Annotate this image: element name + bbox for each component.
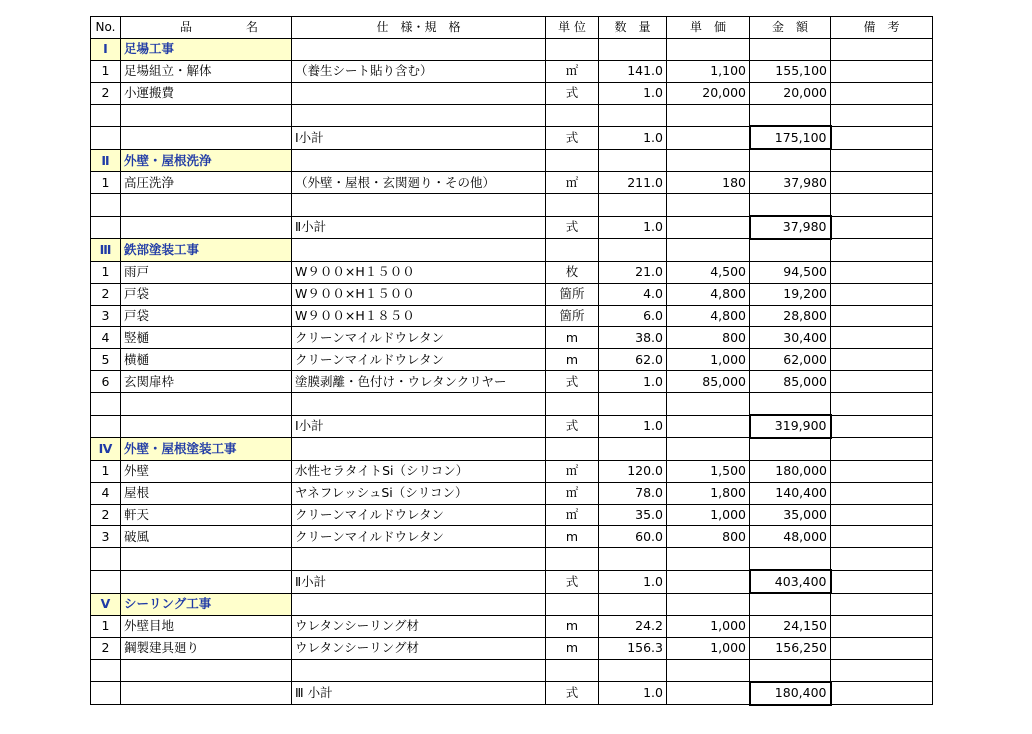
item-number: 4 — [91, 482, 121, 504]
table-row — [91, 305, 933, 327]
item-qty: 21.0 — [599, 261, 667, 283]
empty-cell — [599, 38, 667, 60]
empty-cell — [91, 104, 121, 126]
item-name: 外壁目地 — [121, 616, 292, 638]
empty-cell — [292, 38, 546, 60]
item-qty: 6.0 — [599, 305, 667, 327]
header-name-left: 品 — [180, 20, 193, 35]
item-unit: m — [546, 327, 599, 349]
empty-cell — [91, 415, 121, 438]
section-title: 鉄部塗装工事 — [121, 239, 292, 261]
item-price: 85,000 — [667, 371, 750, 393]
empty-cell — [546, 659, 599, 681]
table-row — [91, 172, 933, 194]
empty-cell — [121, 682, 292, 705]
subtotal-unit: 式 — [546, 415, 599, 438]
item-price: 180 — [667, 172, 750, 194]
item-number: 1 — [91, 460, 121, 482]
empty-cell — [667, 593, 750, 615]
header-name — [121, 17, 292, 39]
item-spec: クリーンマイルドウレタン — [292, 504, 546, 526]
item-amount: 156,250 — [750, 637, 831, 659]
subtotal-label: Ⅰ小計 — [292, 126, 546, 149]
item-spec: W９００×H１５００ — [292, 261, 546, 283]
item-amount: 140,400 — [750, 482, 831, 504]
empty-cell — [750, 239, 831, 261]
section-title: 外壁・屋根洗浄 — [121, 149, 292, 171]
table-row — [91, 504, 933, 526]
section-number: Ⅲ — [91, 239, 121, 261]
item-unit: m — [546, 616, 599, 638]
item-price: 1,500 — [667, 460, 750, 482]
section-row — [91, 149, 933, 171]
table-row — [91, 460, 933, 482]
empty-cell — [599, 548, 667, 570]
section-number: Ⅳ — [91, 438, 121, 460]
empty-cell — [546, 438, 599, 460]
table-row — [91, 327, 933, 349]
section-title: 足場工事 — [121, 38, 292, 60]
empty-cell — [667, 682, 750, 705]
subtotal-amount: 319,900 — [750, 415, 831, 438]
item-qty: 60.0 — [599, 526, 667, 548]
item-number: 2 — [91, 283, 121, 305]
item-amount: 94,500 — [750, 261, 831, 283]
empty-cell — [121, 659, 292, 681]
empty-cell — [599, 593, 667, 615]
empty-cell — [750, 104, 831, 126]
table-row — [91, 371, 933, 393]
header-name-right: 名 — [245, 20, 258, 35]
estimate-table-body — [91, 17, 933, 705]
table-row — [91, 283, 933, 305]
empty-cell — [831, 593, 933, 615]
header-spec: 仕 様・規 格 — [292, 17, 546, 39]
subtotal-row — [91, 682, 933, 705]
item-amount: 28,800 — [750, 305, 831, 327]
empty-cell — [831, 415, 933, 438]
item-unit: ㎡ — [546, 460, 599, 482]
empty-cell — [599, 194, 667, 216]
empty-cell — [831, 216, 933, 239]
item-qty: 1.0 — [599, 371, 667, 393]
empty-cell — [750, 659, 831, 681]
item-name: 小運搬費 — [121, 82, 292, 104]
section-title: シーリング工事 — [121, 593, 292, 615]
item-qty: 24.2 — [599, 616, 667, 638]
empty-cell — [546, 593, 599, 615]
empty-cell — [599, 104, 667, 126]
empty-cell — [292, 548, 546, 570]
empty-cell — [667, 104, 750, 126]
empty-cell — [121, 393, 292, 415]
section-number: Ⅴ — [91, 593, 121, 615]
item-amount: 85,000 — [750, 371, 831, 393]
table-row — [91, 526, 933, 548]
table-row — [91, 349, 933, 371]
item-spec: クリーンマイルドウレタン — [292, 349, 546, 371]
item-spec — [292, 82, 546, 104]
empty-cell — [831, 659, 933, 681]
empty-cell — [292, 593, 546, 615]
empty-cell — [546, 393, 599, 415]
item-price: 1,000 — [667, 616, 750, 638]
empty-cell — [121, 548, 292, 570]
empty-cell — [750, 194, 831, 216]
item-spec: クリーンマイルドウレタン — [292, 526, 546, 548]
subtotal-row — [91, 570, 933, 593]
item-unit: m — [546, 349, 599, 371]
subtotal-unit: 式 — [546, 682, 599, 705]
blank-row — [91, 659, 933, 681]
item-qty: 211.0 — [599, 172, 667, 194]
empty-cell — [599, 393, 667, 415]
item-qty: 156.3 — [599, 637, 667, 659]
header-unit: 単 位 — [546, 17, 599, 39]
subtotal-amount: 180,400 — [750, 682, 831, 705]
empty-cell — [831, 239, 933, 261]
empty-cell — [91, 682, 121, 705]
item-name: 戸袋 — [121, 305, 292, 327]
subtotal-unit: 式 — [546, 126, 599, 149]
empty-cell — [599, 149, 667, 171]
item-number: 2 — [91, 82, 121, 104]
empty-cell — [667, 126, 750, 149]
table-row — [91, 482, 933, 504]
item-amount: 180,000 — [750, 460, 831, 482]
item-remarks — [831, 82, 933, 104]
item-number: 2 — [91, 637, 121, 659]
empty-cell — [292, 659, 546, 681]
item-name: 玄関扉枠 — [121, 371, 292, 393]
empty-cell — [121, 104, 292, 126]
item-remarks — [831, 460, 933, 482]
empty-cell — [667, 38, 750, 60]
table-row — [91, 637, 933, 659]
empty-cell — [831, 104, 933, 126]
header-row — [91, 17, 933, 39]
item-remarks — [831, 261, 933, 283]
item-spec: ヤネフレッシュSi（シリコン） — [292, 482, 546, 504]
item-qty: 62.0 — [599, 349, 667, 371]
empty-cell — [292, 438, 546, 460]
item-price: 4,800 — [667, 283, 750, 305]
subtotal-amount: 403,400 — [750, 570, 831, 593]
subtotal-label: Ⅲ 小計 — [292, 682, 546, 705]
item-number: 5 — [91, 349, 121, 371]
empty-cell — [91, 570, 121, 593]
empty-cell — [121, 126, 292, 149]
empty-cell — [292, 149, 546, 171]
subtotal-amount: 37,980 — [750, 216, 831, 239]
item-spec: ウレタンシーリング材 — [292, 616, 546, 638]
item-unit: 箇所 — [546, 283, 599, 305]
empty-cell — [121, 216, 292, 239]
header-qty: 数 量 — [599, 17, 667, 39]
section-row — [91, 593, 933, 615]
item-name: 戸袋 — [121, 283, 292, 305]
item-remarks — [831, 327, 933, 349]
header-amount: 金 額 — [750, 17, 831, 39]
item-amount: 24,150 — [750, 616, 831, 638]
empty-cell — [750, 393, 831, 415]
section-row — [91, 38, 933, 60]
item-spec: クリーンマイルドウレタン — [292, 327, 546, 349]
empty-cell — [750, 149, 831, 171]
item-spec: ウレタンシーリング材 — [292, 637, 546, 659]
item-price: 20,000 — [667, 82, 750, 104]
table-row — [91, 60, 933, 82]
item-unit: ㎡ — [546, 504, 599, 526]
empty-cell — [546, 239, 599, 261]
item-number: 1 — [91, 616, 121, 638]
empty-cell — [121, 570, 292, 593]
item-number: 6 — [91, 371, 121, 393]
subtotal-row — [91, 126, 933, 149]
item-qty: 78.0 — [599, 482, 667, 504]
empty-cell — [667, 149, 750, 171]
item-price: 800 — [667, 526, 750, 548]
item-qty: 35.0 — [599, 504, 667, 526]
item-price: 4,500 — [667, 261, 750, 283]
subtotal-label: Ⅱ小計 — [292, 216, 546, 239]
empty-cell — [750, 438, 831, 460]
item-amount: 19,200 — [750, 283, 831, 305]
empty-cell — [292, 239, 546, 261]
empty-cell — [667, 548, 750, 570]
subtotal-qty: 1.0 — [599, 570, 667, 593]
item-number: 1 — [91, 172, 121, 194]
empty-cell — [546, 149, 599, 171]
empty-cell — [831, 393, 933, 415]
empty-cell — [750, 548, 831, 570]
item-remarks — [831, 371, 933, 393]
empty-cell — [91, 393, 121, 415]
item-amount: 155,100 — [750, 60, 831, 82]
item-name: 雨戸 — [121, 261, 292, 283]
item-unit: ㎡ — [546, 482, 599, 504]
subtotal-label: Ⅱ小計 — [292, 570, 546, 593]
empty-cell — [292, 104, 546, 126]
item-remarks — [831, 616, 933, 638]
item-unit: 式 — [546, 82, 599, 104]
item-spec: （外壁・屋根・玄関廻り・その他） — [292, 172, 546, 194]
empty-cell — [91, 216, 121, 239]
item-number: 2 — [91, 504, 121, 526]
subtotal-unit: 式 — [546, 570, 599, 593]
item-price: 1,000 — [667, 349, 750, 371]
item-unit: m — [546, 526, 599, 548]
item-qty: 141.0 — [599, 60, 667, 82]
empty-cell — [292, 393, 546, 415]
item-remarks — [831, 283, 933, 305]
item-name: 屋根 — [121, 482, 292, 504]
item-number: 4 — [91, 327, 121, 349]
item-name: 外壁 — [121, 460, 292, 482]
empty-cell — [667, 415, 750, 438]
item-price: 1,800 — [667, 482, 750, 504]
item-unit: ㎡ — [546, 172, 599, 194]
empty-cell — [750, 38, 831, 60]
item-remarks — [831, 305, 933, 327]
item-amount: 35,000 — [750, 504, 831, 526]
item-name: 鋼製建具廻り — [121, 637, 292, 659]
empty-cell — [292, 194, 546, 216]
empty-cell — [831, 149, 933, 171]
section-number: Ⅱ — [91, 149, 121, 171]
subtotal-row — [91, 216, 933, 239]
item-name: 足場組立・解体 — [121, 60, 292, 82]
blank-row — [91, 548, 933, 570]
subtotal-amount: 175,100 — [750, 126, 831, 149]
item-name: 高圧洗浄 — [121, 172, 292, 194]
section-row — [91, 239, 933, 261]
item-unit: 箇所 — [546, 305, 599, 327]
item-qty: 4.0 — [599, 283, 667, 305]
item-amount: 30,400 — [750, 327, 831, 349]
blank-row — [91, 104, 933, 126]
empty-cell — [831, 38, 933, 60]
item-unit: ㎡ — [546, 60, 599, 82]
item-remarks — [831, 172, 933, 194]
blank-row — [91, 393, 933, 415]
empty-cell — [831, 126, 933, 149]
item-amount: 62,000 — [750, 349, 831, 371]
empty-cell — [831, 194, 933, 216]
item-amount: 20,000 — [750, 82, 831, 104]
empty-cell — [599, 239, 667, 261]
subtotal-qty: 1.0 — [599, 216, 667, 239]
empty-cell — [546, 104, 599, 126]
item-unit: 式 — [546, 371, 599, 393]
item-remarks — [831, 60, 933, 82]
item-spec: W９００×H１８５０ — [292, 305, 546, 327]
item-spec: W９００×H１５００ — [292, 283, 546, 305]
subtotal-qty: 1.0 — [599, 415, 667, 438]
subtotal-row — [91, 415, 933, 438]
item-name: 破風 — [121, 526, 292, 548]
empty-cell — [667, 570, 750, 593]
item-name: 竪樋 — [121, 327, 292, 349]
empty-cell — [121, 415, 292, 438]
empty-cell — [546, 548, 599, 570]
empty-cell — [667, 239, 750, 261]
item-number: 1 — [91, 261, 121, 283]
item-spec: 塗膜剥離・色付け・ウレタンクリヤー — [292, 371, 546, 393]
table-row — [91, 616, 933, 638]
header-price: 単 価 — [667, 17, 750, 39]
empty-cell — [91, 548, 121, 570]
empty-cell — [750, 593, 831, 615]
item-price: 1,100 — [667, 60, 750, 82]
empty-cell — [831, 570, 933, 593]
item-name: 軒天 — [121, 504, 292, 526]
empty-cell — [91, 659, 121, 681]
item-price: 4,800 — [667, 305, 750, 327]
item-number: 3 — [91, 305, 121, 327]
empty-cell — [667, 659, 750, 681]
subtotal-unit: 式 — [546, 216, 599, 239]
item-amount: 48,000 — [750, 526, 831, 548]
section-title: 外壁・屋根塗装工事 — [121, 438, 292, 460]
table-row — [91, 261, 933, 283]
empty-cell — [831, 438, 933, 460]
estimate-table — [90, 16, 933, 706]
item-qty: 38.0 — [599, 327, 667, 349]
empty-cell — [599, 438, 667, 460]
empty-cell — [546, 194, 599, 216]
item-remarks — [831, 504, 933, 526]
item-name: 横樋 — [121, 349, 292, 371]
empty-cell — [599, 659, 667, 681]
header-no: No. — [91, 17, 121, 39]
item-price: 800 — [667, 327, 750, 349]
subtotal-qty: 1.0 — [599, 126, 667, 149]
empty-cell — [667, 216, 750, 239]
item-unit: 枚 — [546, 261, 599, 283]
empty-cell — [667, 194, 750, 216]
empty-cell — [121, 194, 292, 216]
item-unit: m — [546, 637, 599, 659]
empty-cell — [91, 126, 121, 149]
subtotal-qty: 1.0 — [599, 682, 667, 705]
section-row — [91, 438, 933, 460]
item-price: 1,000 — [667, 637, 750, 659]
item-remarks — [831, 482, 933, 504]
empty-cell — [667, 438, 750, 460]
empty-cell — [667, 393, 750, 415]
item-qty: 1.0 — [599, 82, 667, 104]
table-row — [91, 82, 933, 104]
item-amount: 37,980 — [750, 172, 831, 194]
item-number: 3 — [91, 526, 121, 548]
empty-cell — [831, 548, 933, 570]
item-spec: （養生シート貼り含む） — [292, 60, 546, 82]
item-qty: 120.0 — [599, 460, 667, 482]
item-spec: 水性セラタイトSi（シリコン） — [292, 460, 546, 482]
subtotal-label: Ⅰ小計 — [292, 415, 546, 438]
item-number: 1 — [91, 60, 121, 82]
header-remarks: 備 考 — [831, 17, 933, 39]
empty-cell — [91, 194, 121, 216]
item-remarks — [831, 526, 933, 548]
item-price: 1,000 — [667, 504, 750, 526]
empty-cell — [546, 38, 599, 60]
item-remarks — [831, 349, 933, 371]
section-number: Ⅰ — [91, 38, 121, 60]
blank-row — [91, 194, 933, 216]
item-remarks — [831, 637, 933, 659]
empty-cell — [831, 682, 933, 705]
